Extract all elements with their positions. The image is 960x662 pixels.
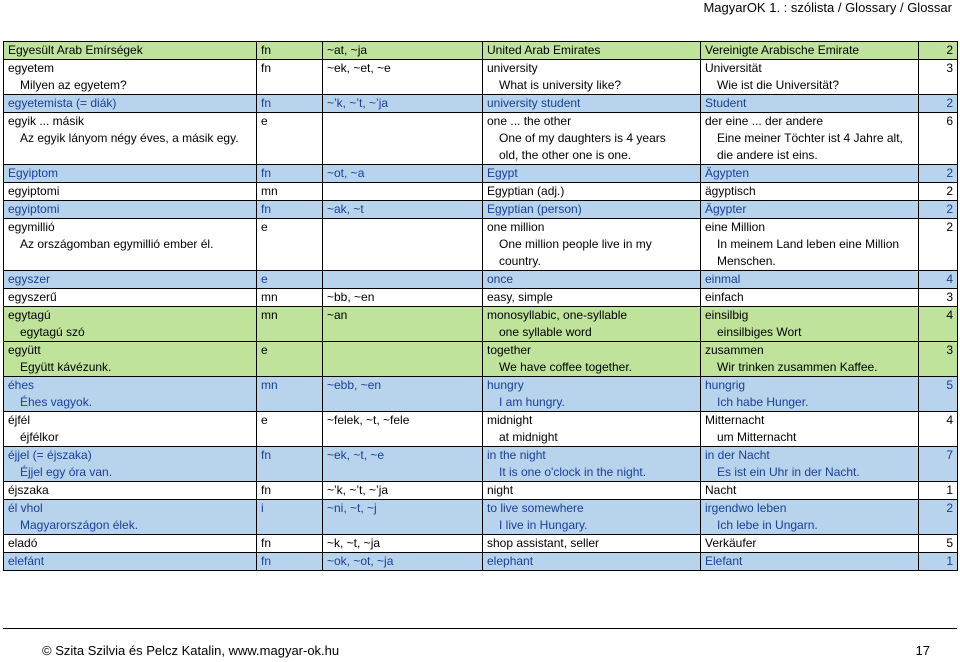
- word-type-cell: fn: [257, 447, 323, 482]
- german-cell-text: Universität: [705, 61, 762, 75]
- english-cell: [483, 219, 701, 271]
- endings-cell: [323, 113, 483, 165]
- endings-cell: ~bb, ~en: [323, 289, 483, 307]
- english-cell-text: United Arab Emirates: [487, 43, 601, 57]
- english-cell-text: hungry: [487, 378, 524, 392]
- german-cell: [701, 165, 919, 183]
- hungarian-cell-text: egymillió: [8, 220, 55, 234]
- word-type-cell: fn: [257, 42, 323, 60]
- hungarian-cell-text: egyiptomi: [8, 202, 60, 216]
- table-row: [4, 377, 958, 412]
- word-type-cell: fn: [257, 201, 323, 219]
- english-cell-example: What is university like?: [499, 78, 622, 92]
- table-row: [4, 289, 958, 307]
- german-cell: [701, 447, 919, 482]
- word-type-cell: e: [257, 342, 323, 377]
- table-row: [4, 307, 958, 342]
- english-cell-text: easy, simple: [487, 290, 553, 304]
- hungarian-cell-text: egytagú: [8, 308, 51, 322]
- table-row: [4, 113, 958, 165]
- hungarian-cell: [4, 482, 257, 500]
- page-number: 17: [915, 643, 930, 658]
- lesson-number-cell: 1: [919, 553, 958, 571]
- german-cell-text: irgendwo leben: [705, 501, 787, 515]
- table-row: [4, 412, 958, 447]
- hungarian-cell: [4, 412, 257, 447]
- word-type-cell: mn: [257, 289, 323, 307]
- lesson-number-cell: 3: [919, 342, 958, 377]
- german-cell-text: einmal: [705, 272, 741, 286]
- german-cell-text: Student: [705, 96, 747, 110]
- english-cell-example: one syllable word: [499, 325, 592, 339]
- hungarian-cell: [4, 95, 257, 113]
- english-cell-text: Egyptian (person): [487, 202, 582, 216]
- table-row: [4, 500, 958, 535]
- english-cell-example: I am hungry.: [499, 395, 565, 409]
- hungarian-cell-example: Éhes vagyok.: [20, 395, 93, 409]
- endings-cell: ~ek, ~t, ~e: [323, 447, 483, 482]
- english-cell: [483, 289, 701, 307]
- endings-cell: ~’k, ~’t, ~’ja: [323, 95, 483, 113]
- german-cell: [701, 95, 919, 113]
- german-cell-text: eine Million: [705, 220, 766, 234]
- english-cell: [483, 307, 701, 342]
- german-cell-text: hungrig: [705, 378, 746, 392]
- german-cell-example: Ich lebe in Ungarn.: [717, 518, 818, 532]
- word-type-cell: e: [257, 271, 323, 289]
- german-cell-example: Wie ist die Universität?: [717, 78, 840, 92]
- hungarian-cell-text: egyszerű: [8, 290, 57, 304]
- hungarian-cell-text: él vhol: [8, 501, 43, 515]
- english-cell: [483, 95, 701, 113]
- english-cell: [483, 447, 701, 482]
- english-cell-text: university student: [487, 96, 581, 110]
- german-cell-example: Ich habe Hunger.: [717, 395, 809, 409]
- lesson-number-cell: 2: [919, 95, 958, 113]
- english-cell: [483, 183, 701, 201]
- table-row: [4, 165, 958, 183]
- german-cell-text: Ägypten: [705, 166, 750, 180]
- german-cell: [701, 271, 919, 289]
- german-cell-example: In meinem Land leben eine Million: [717, 237, 900, 251]
- hungarian-cell-example: Az egyik lányom négy éves, a másik egy.: [20, 131, 239, 145]
- word-type-cell: i: [257, 500, 323, 535]
- hungarian-cell-text: egyik ... másik: [8, 114, 85, 128]
- word-type-cell: fn: [257, 95, 323, 113]
- hungarian-cell: [4, 201, 257, 219]
- german-cell-text: Nacht: [705, 483, 737, 497]
- english-cell: [483, 535, 701, 553]
- english-cell: [483, 113, 701, 165]
- hungarian-cell: [4, 183, 257, 201]
- hungarian-cell: [4, 377, 257, 412]
- lesson-number-cell: 4: [919, 307, 958, 342]
- german-cell: [701, 482, 919, 500]
- table-row: [4, 95, 958, 113]
- hungarian-cell: [4, 113, 257, 165]
- german-cell-text: einfach: [705, 290, 744, 304]
- lesson-number-cell: 2: [919, 219, 958, 271]
- german-cell: [701, 553, 919, 571]
- english-cell-example: One of my daughters is 4 years: [499, 131, 666, 145]
- lesson-number-cell: 5: [919, 535, 958, 553]
- english-cell-example: I live in Hungary.: [499, 518, 588, 532]
- english-cell-example: We have coffee together.: [499, 360, 632, 374]
- hungarian-cell: [4, 535, 257, 553]
- endings-cell: ~ni, ~t, ~j: [323, 500, 483, 535]
- english-cell-text: to live somewhere: [487, 501, 584, 515]
- hungarian-cell-example: Milyen az egyetem?: [20, 78, 127, 92]
- english-cell-text: once: [487, 272, 514, 286]
- hungarian-cell-text: éjfél: [8, 413, 31, 427]
- table-row: [4, 342, 958, 377]
- hungarian-cell-text: egyszer: [8, 272, 51, 286]
- glossary-body: [4, 42, 958, 571]
- german-cell-text: Elefant: [705, 554, 743, 568]
- lesson-number-cell: 7: [919, 447, 958, 482]
- hungarian-cell: [4, 60, 257, 95]
- english-cell-text: shop assistant, seller: [487, 536, 600, 550]
- german-cell-text: Vereinigte Arabische Emirate: [705, 43, 860, 57]
- english-cell: [483, 60, 701, 95]
- endings-cell: ~ebb, ~en: [323, 377, 483, 412]
- endings-cell: [323, 183, 483, 201]
- english-cell-example: old, the other one is one.: [499, 148, 632, 162]
- endings-cell: ~k, ~t, ~ja: [323, 535, 483, 553]
- english-cell: [483, 165, 701, 183]
- endings-cell: ~felek, ~t, ~fele: [323, 412, 483, 447]
- german-cell: [701, 412, 919, 447]
- english-cell-text: monosyllabic, one-syllable: [487, 308, 628, 322]
- hungarian-cell: [4, 289, 257, 307]
- word-type-cell: mn: [257, 307, 323, 342]
- lesson-number-cell: 1: [919, 482, 958, 500]
- german-cell-text: ägyptisch: [705, 184, 756, 198]
- english-cell-text: university: [487, 61, 538, 75]
- hungarian-cell-text: egyiptomi: [8, 184, 60, 198]
- english-cell-example: One million people live in my: [499, 237, 652, 251]
- endings-cell: ~’k, ~’t, ~’ja: [323, 482, 483, 500]
- hungarian-cell-example: Magyarországon élek.: [20, 518, 139, 532]
- german-cell-example: Eine meiner Töchter ist 4 Jahre alt,: [717, 131, 903, 145]
- word-type-cell: e: [257, 219, 323, 271]
- table-row: [4, 42, 958, 60]
- english-cell: [483, 42, 701, 60]
- endings-cell: ~ot, ~a: [323, 165, 483, 183]
- footer-copyright: © Szita Szilvia és Pelcz Katalin, www.magyar-ok.hu: [42, 643, 340, 658]
- hungarian-cell-example: Az országomban egymillió ember él.: [20, 237, 214, 251]
- hungarian-cell-text: éjjel (= éjszaka): [8, 448, 92, 462]
- hungarian-cell-text: eladó: [8, 536, 38, 550]
- hungarian-cell-text: Egyesült Arab Emírségek: [8, 43, 143, 57]
- english-cell: [483, 412, 701, 447]
- endings-cell: ~ak, ~t: [323, 201, 483, 219]
- word-type-cell: e: [257, 113, 323, 165]
- endings-cell: ~ok, ~ot, ~ja: [323, 553, 483, 571]
- english-cell: [483, 377, 701, 412]
- german-cell: [701, 201, 919, 219]
- english-cell-example: country.: [499, 254, 541, 268]
- german-cell-example: einsilbiges Wort: [717, 325, 802, 339]
- word-type-cell: e: [257, 412, 323, 447]
- english-cell-text: one million: [487, 220, 545, 234]
- german-cell-text: zusammen: [705, 343, 764, 357]
- endings-cell: ~an: [323, 307, 483, 342]
- english-cell-text: Egypt: [487, 166, 518, 180]
- page-header-title: MagyarOK 1. : szólista / Glossary / Glossar: [703, 0, 952, 15]
- lesson-number-cell: 2: [919, 183, 958, 201]
- hungarian-cell-text: egyetem: [8, 61, 55, 75]
- english-cell-text: night: [487, 483, 514, 497]
- english-cell: [483, 342, 701, 377]
- german-cell: [701, 535, 919, 553]
- english-cell-example: at midnight: [499, 430, 558, 444]
- glossary-table: [3, 41, 958, 571]
- english-cell: [483, 271, 701, 289]
- word-type-cell: fn: [257, 553, 323, 571]
- english-cell-text: midnight: [487, 413, 533, 427]
- lesson-number-cell: 6: [919, 113, 958, 165]
- endings-cell: ~at, ~ja: [323, 42, 483, 60]
- english-cell: [483, 553, 701, 571]
- endings-cell: [323, 342, 483, 377]
- hungarian-cell: [4, 500, 257, 535]
- table-row: [4, 271, 958, 289]
- hungarian-cell: [4, 42, 257, 60]
- lesson-number-cell: 2: [919, 42, 958, 60]
- lesson-number-cell: 4: [919, 271, 958, 289]
- lesson-number-cell: 2: [919, 500, 958, 535]
- german-cell-text: Mitternacht: [705, 413, 765, 427]
- endings-cell: [323, 271, 483, 289]
- hungarian-cell-example: Éjjel egy óra van.: [20, 465, 113, 479]
- lesson-number-cell: 3: [919, 60, 958, 95]
- german-cell: [701, 60, 919, 95]
- endings-cell: [323, 219, 483, 271]
- hungarian-cell: [4, 271, 257, 289]
- hungarian-cell-example: Együtt kávézunk.: [20, 360, 112, 374]
- lesson-number-cell: 5: [919, 377, 958, 412]
- german-cell: [701, 377, 919, 412]
- german-cell: [701, 183, 919, 201]
- german-cell-example: Wir trinken zusammen Kaffee.: [717, 360, 878, 374]
- table-row: [4, 219, 958, 271]
- lesson-number-cell: 2: [919, 165, 958, 183]
- hungarian-cell-text: éjszaka: [8, 483, 49, 497]
- hungarian-cell: [4, 219, 257, 271]
- table-row: [4, 447, 958, 482]
- english-cell: [483, 500, 701, 535]
- hungarian-cell-text: éhes: [8, 378, 35, 392]
- hungarian-cell: [4, 553, 257, 571]
- german-cell-example: Es ist ein Uhr in der Nacht.: [717, 465, 860, 479]
- german-cell: [701, 42, 919, 60]
- lesson-number-cell: 4: [919, 412, 958, 447]
- german-cell-text: in der Nacht: [705, 448, 770, 462]
- german-cell-text: Ägypter: [705, 202, 747, 216]
- table-row: [4, 535, 958, 553]
- hungarian-cell-example: éjfélkor: [20, 430, 59, 444]
- german-cell-text: der eine ... der andere: [705, 114, 824, 128]
- english-cell: [483, 201, 701, 219]
- german-cell: [701, 342, 919, 377]
- lesson-number-cell: 2: [919, 201, 958, 219]
- english-cell: [483, 482, 701, 500]
- hungarian-cell-text: elefánt: [8, 554, 45, 568]
- word-type-cell: fn: [257, 165, 323, 183]
- english-cell-text: together: [487, 343, 532, 357]
- english-cell-text: one ... the other: [487, 114, 572, 128]
- hungarian-cell-text: Egyiptom: [8, 166, 59, 180]
- table-row: [4, 553, 958, 571]
- english-cell-text: Egyptian (adj.): [487, 184, 565, 198]
- table-row: [4, 201, 958, 219]
- english-cell-text: elephant: [487, 554, 534, 568]
- hungarian-cell-text: egyetemista (= diák): [8, 96, 117, 110]
- endings-cell: ~ek, ~et, ~e: [323, 60, 483, 95]
- hungarian-cell-example: egytagú szó: [20, 325, 85, 339]
- german-cell: [701, 113, 919, 165]
- german-cell-text: einsilbig: [705, 308, 749, 322]
- word-type-cell: fn: [257, 535, 323, 553]
- lesson-number-cell: 3: [919, 289, 958, 307]
- word-type-cell: fn: [257, 482, 323, 500]
- footer-divider: [3, 628, 957, 629]
- english-cell-text: in the night: [487, 448, 546, 462]
- german-cell-example: Menschen.: [717, 254, 776, 268]
- table-row: [4, 60, 958, 95]
- german-cell-example: die andere ist eins.: [717, 148, 818, 162]
- table-row: [4, 183, 958, 201]
- word-type-cell: fn: [257, 60, 323, 95]
- word-type-cell: mn: [257, 183, 323, 201]
- german-cell: [701, 307, 919, 342]
- german-cell-text: Verkäufer: [705, 536, 757, 550]
- hungarian-cell: [4, 165, 257, 183]
- hungarian-cell-text: együtt: [8, 343, 41, 357]
- german-cell-example: um Mitternacht: [717, 430, 797, 444]
- english-cell-example: It is one o'clock in the night.: [499, 465, 647, 479]
- hungarian-cell: [4, 447, 257, 482]
- hungarian-cell: [4, 307, 257, 342]
- hungarian-cell: [4, 342, 257, 377]
- german-cell: [701, 289, 919, 307]
- german-cell: [701, 219, 919, 271]
- german-cell: [701, 500, 919, 535]
- word-type-cell: mn: [257, 377, 323, 412]
- table-row: [4, 482, 958, 500]
